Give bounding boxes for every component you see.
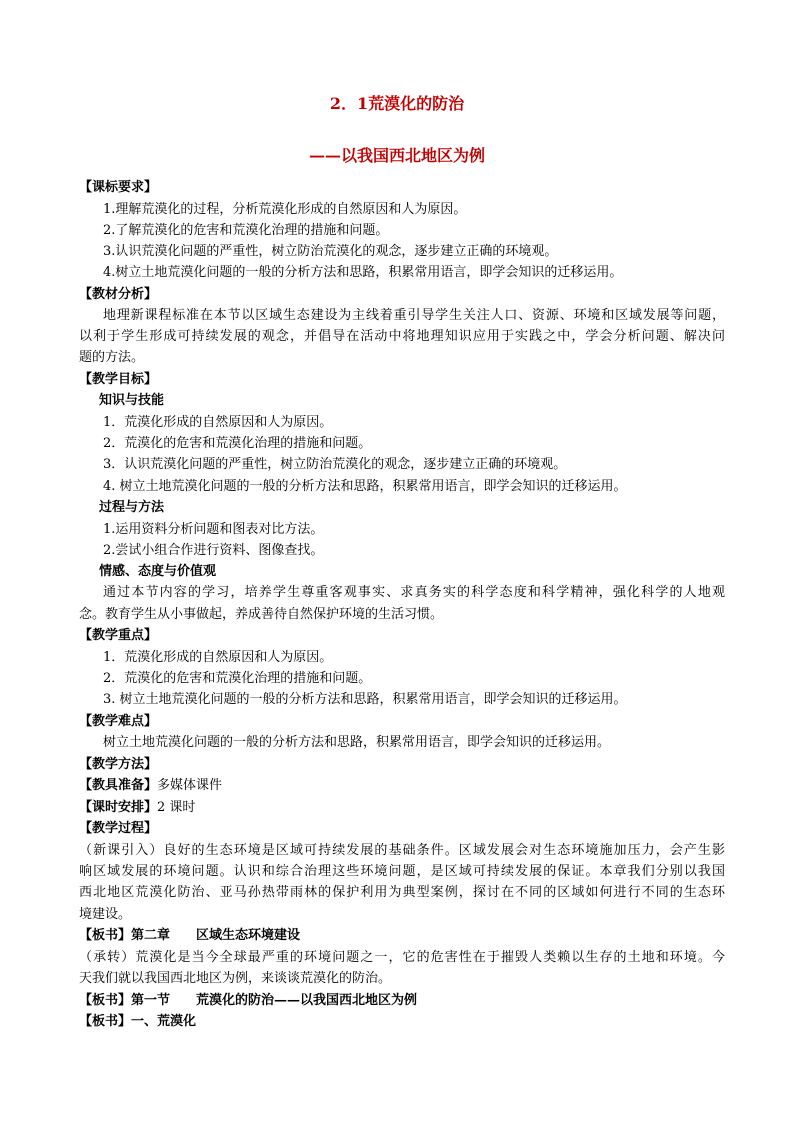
- key-point-item: 1．荒漠化形成的自然原因和人为原因。: [103, 650, 333, 665]
- goals-knowledge-item: 3．认识荒漠化问题的严重性，树立防治荒漠化的观念，逐步建立正确的环境观。: [103, 457, 567, 472]
- standards-item: 2.了解荒漠化的危害和荒漠化治理的措施和问题。: [103, 223, 389, 238]
- section-heading-difficulty: 【教学难点】: [79, 714, 158, 729]
- goals-process-title: 过程与方法: [99, 500, 165, 515]
- standards-item: 3.认识荒漠化问题的严重性，树立防治荒漠化的观念，逐步建立正确的环境观。: [103, 244, 558, 259]
- process-transition-line: （承转）荒漠化是当今全球最严重的环境问题之一，它的危害性在于摧毁人类赖以生存的土地和环境。今: [79, 950, 725, 965]
- goals-emotion-title: 情感、态度与价值观: [99, 564, 217, 579]
- analysis-line: 地理新课程标准在本节以区域生态建设为主线着重引导学生关注人口、资源、环境和区域发展等问题，: [103, 308, 725, 323]
- schedule-text: 2 课时: [157, 800, 196, 815]
- section-heading-schedule: 【课时安排】: [79, 800, 158, 815]
- goals-process-item: 1.运用资料分析问题和图表对比方法。: [103, 522, 324, 537]
- key-point-item: 3. 树立土地荒漠化问题的一般的分析方法和思路，积累常用语言，即学会知识的迁移运用。: [103, 692, 627, 707]
- process-transition-line: 天我们就以我国西北地区为例，来谈谈荒漠化的防治。: [79, 971, 392, 986]
- process-intro-line: 响区域发展的环境问题。认识和综合治理这些环境问题，是区域可持续发展的保证。本章我们分别以我国: [79, 864, 725, 879]
- difficulty-text: 树立土地荒漠化问题的一般的分析方法和思路，积累常用语言，即学会知识的迁移运用。: [103, 735, 611, 750]
- section-heading-tools: 【教具准备】: [79, 778, 158, 793]
- standards-item: 4.树立土地荒漠化问题的一般的分析方法和思路，积累常用语言，即学会知识的迁移运用。: [103, 265, 623, 280]
- schedule-row: [79, 797, 725, 818]
- document-subtitle: ——以我国西北地区为例: [308, 146, 485, 165]
- process-intro-line: 境建设。: [79, 907, 132, 922]
- goals-knowledge-item: 2．荒漠化的危害和荒漠化治理的措施和问题。: [103, 436, 372, 451]
- section-heading-standards: 【课标要求】: [79, 180, 158, 195]
- section-heading-method: 【教学方法】: [79, 757, 158, 772]
- process-intro-line: （新课引入）良好的生态环境是区域可持续发展的基础条件。区域发展会对生态环境施加压力，会产生影: [79, 843, 725, 858]
- section-heading-analysis: 【教材分析】: [79, 287, 158, 302]
- tools-row: [79, 775, 725, 796]
- goals-emotion-line: 通过本节内容的学习，培养学生尊重客观事实、求真务实的科学态度和科学精神，强化科学的人地观: [103, 585, 725, 600]
- board-note-topic: 【板书】一、荒漠化: [79, 1014, 197, 1029]
- goals-emotion-line: 念。教育学生从小事做起，养成善待自然保护环境的生活习惯。: [79, 607, 444, 622]
- section-heading-key-points: 【教学重点】: [79, 628, 158, 643]
- process-intro-line: 西北地区荒漠化防治、亚马孙热带雨林的保护利用为典型案例，探讨在不同的区域如何进行不同的生态环: [79, 885, 725, 900]
- section-heading-goals: 【教学目标】: [79, 372, 158, 387]
- goals-knowledge-title: 知识与技能: [99, 393, 165, 408]
- goals-knowledge-item: 1．荒漠化形成的自然原因和人为原因。: [103, 415, 333, 430]
- analysis-line: 题的方法。: [79, 350, 145, 365]
- document-title: 2．1荒漠化的防治: [329, 94, 465, 113]
- tools-text: 多媒体课件: [157, 778, 223, 793]
- board-note-chapter: 【板书】第二章 区域生态环境建设: [79, 928, 301, 943]
- key-point-item: 2．荒漠化的危害和荒漠化治理的措施和问题。: [103, 671, 372, 686]
- goals-knowledge-item: 4. 树立土地荒漠化问题的一般的分析方法和思路，积累常用语言，即学会知识的迁移运用。: [103, 479, 627, 494]
- standards-item: 1.理解荒漠化的过程，分析荒漠化形成的自然原因和人为原因。: [103, 202, 467, 217]
- goals-process-item: 2.尝试小组合作进行资料、图像查找。: [103, 543, 324, 558]
- section-heading-process: 【教学过程】: [79, 821, 158, 836]
- board-note-section: 【板书】第一节 荒漠化的防治——以我国西北地区为例: [79, 993, 418, 1008]
- analysis-line: 以利于学生形成可持续发展的观念，并倡导在活动中将地理知识应用于实践之中，学会分析问题、解决问: [79, 329, 725, 344]
